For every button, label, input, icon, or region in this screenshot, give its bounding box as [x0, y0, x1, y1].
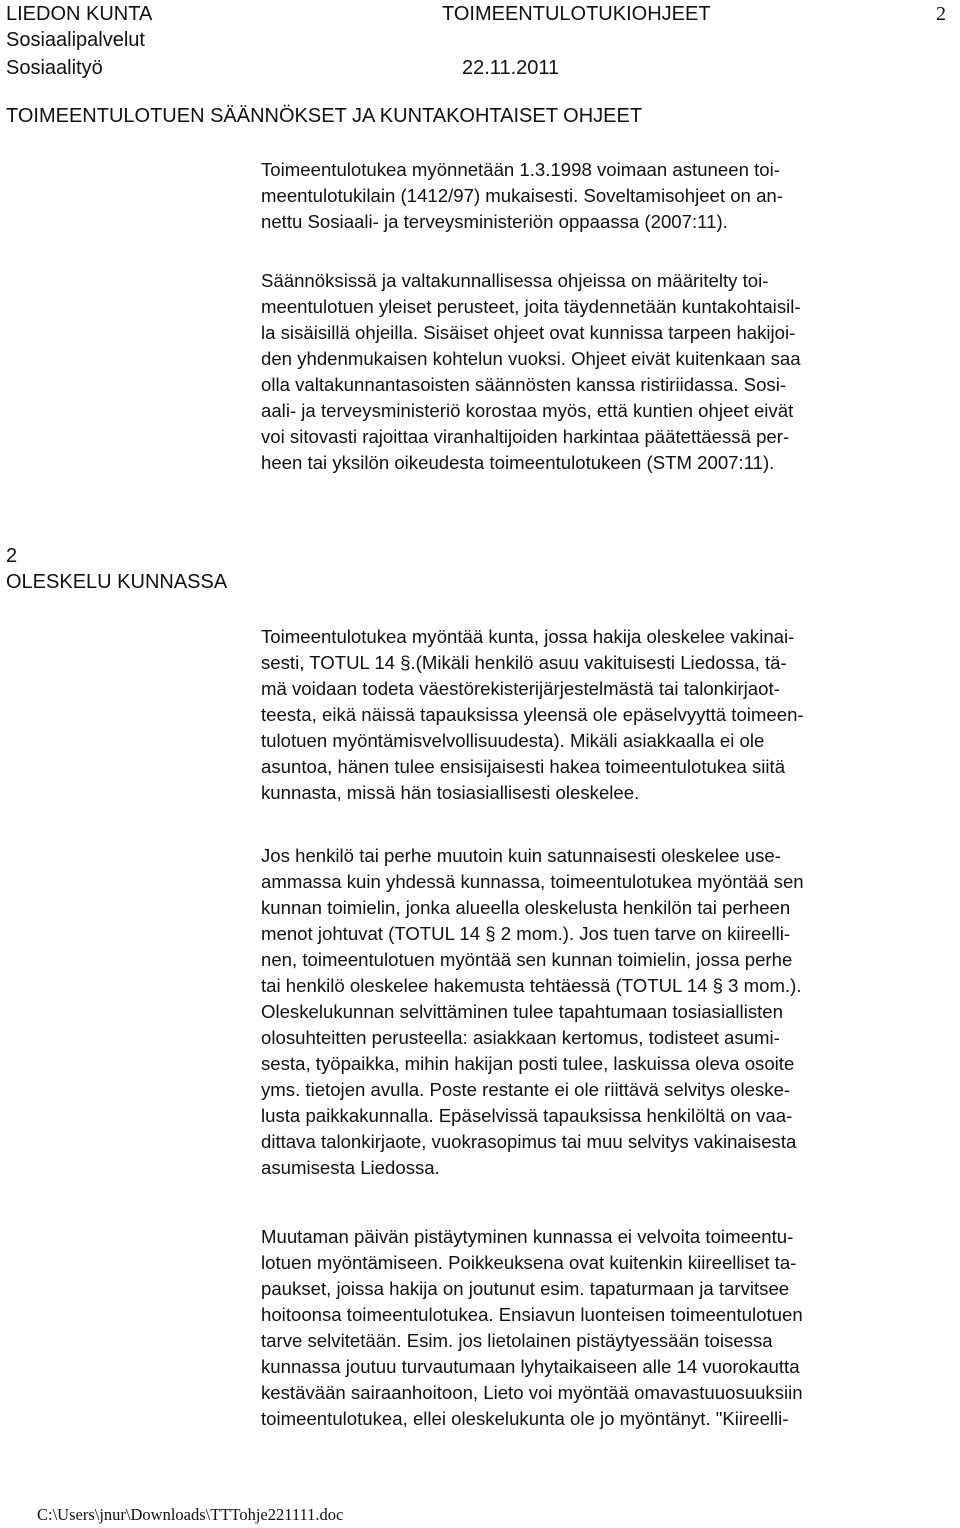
text-line: sesta, työpaikka, mihin hakijan posti tulee, laskuissa oleva osoite: [261, 1053, 795, 1074]
page-number: 2: [936, 3, 946, 25]
text-line: olosuhteitten perusteella: asiakkaan kertomus, todisteet asumi-: [261, 1027, 780, 1048]
text-line: kestävään sairaanhoitoon, Lieto voi myöntää omavastuuosuuksiin: [261, 1382, 803, 1403]
text-line: ammassa kuin yhdessä kunnassa, toimeentulotukea myöntää sen: [261, 871, 804, 892]
text-line: tai henkilö oleskelee hakemusta tehtäessä (TOTUL 14 § 3 mom.).: [261, 975, 802, 996]
text-line: Oleskelukunnan selvittäminen tulee tapahtumaan tosiasiallisten: [261, 1001, 783, 1022]
text-line: Muutaman päivän pistäytyminen kunnassa ei velvoita toimeentu-: [261, 1226, 794, 1247]
text-line: tarve selvitetään. Esim. jos lietolainen pistäytyessään toisessa: [261, 1330, 773, 1351]
section-paragraph-1: [261, 624, 954, 806]
text-line: den yhdenmukaisen kohtelun vuoksi. Ohjeet eivät kuitenkaan saa: [261, 348, 801, 369]
text-line: lotuen myöntämiseen. Poikkeuksena ovat kuitenkin kiireelliset ta-: [261, 1252, 797, 1273]
intro-paragraph-1: [261, 157, 954, 235]
section-number: 2: [6, 545, 18, 567]
header-org: LIEDON KUNTA: [6, 3, 153, 25]
text-line: meentulotukilain (1412/97) mukaisesti. Soveltamisohjeet on an-: [261, 185, 783, 206]
footer-file-path: C:\Users\jnur\Downloads\TTTohje221111.doc: [37, 1505, 344, 1524]
section-paragraph-2: [261, 843, 954, 1181]
header-doc-title: TOIMEENTULOTUKIOHJEET: [442, 3, 711, 25]
text-line: Toimeentulotukea myöntää kunta, jossa hakija oleskelee vakinai-: [261, 626, 795, 647]
text-line: asuntoa, hänen tulee ensisijaisesti hakea toimeentulotukea siitä: [261, 756, 786, 777]
text-line: yms. tietojen avulla. Poste restante ei ole riittävä selvitys oleske-: [261, 1079, 791, 1100]
text-line: nettu Sosiaali- ja terveysministeriön oppaassa (2007:11).: [261, 211, 728, 232]
text-line: toimeentulotukea, ellei oleskelukunta ole jo myöntänyt. "Kiireelli-: [261, 1408, 789, 1429]
text-line: sesti, TOTUL 14 §.(Mikäli henkilö asuu vakituisesti Liedossa, tä-: [261, 652, 787, 673]
text-line: Säännöksissä ja valtakunnallisessa ohjeissa on määritelty toi-: [261, 270, 769, 291]
text-line: Toimeentulotukea myönnetään 1.3.1998 voimaan astuneen toi-: [261, 159, 780, 180]
text-line: lusta paikkakunnalla. Epäselvissä tapauksissa henkilöltä on vaa-: [261, 1105, 793, 1126]
header-date: 22.11.2011: [462, 57, 560, 79]
text-line: menot johtuvat (TOTUL 14 § 2 mom.). Jos tuen tarve on kiireelli-: [261, 923, 791, 944]
text-line: asumisesta Liedossa.: [261, 1157, 440, 1178]
text-line: paukset, joissa hakija on joutunut esim. tapaturmaan ja tarvitsee: [261, 1278, 790, 1299]
text-line: aali- ja terveysministeriö korostaa myös, että kuntien ohjeet eivät: [261, 400, 794, 421]
section-paragraph-3: [261, 1224, 954, 1432]
header-department: Sosiaalipalvelut: [6, 29, 145, 51]
text-line: voi sitovasti rajoittaa viranhaltijoiden harkintaa päätettäessä per-: [261, 426, 790, 447]
text-line: hoitoonsa toimeentulotukea. Ensiavun luonteisen toimeentulotuen: [261, 1304, 803, 1325]
text-line: tulotuen myöntämisvelvollisuudesta). Mikäli asiakkaalla ei ole: [261, 730, 765, 751]
intro-paragraph-2: [261, 268, 954, 476]
text-line: Jos henkilö tai perhe muutoin kuin satunnaisesti oleskelee use-: [261, 845, 781, 866]
text-line: mä voidaan todeta väestörekisterijärjestelmästä tai talonkirjaot-: [261, 678, 780, 699]
text-line: la sisäisillä ohjeilla. Sisäiset ohjeet ovat kunnissa tarpeen hakijoi-: [261, 322, 796, 343]
text-line: meentulotuen yleiset perusteet, joita täydennetään kuntakohtaisil-: [261, 296, 801, 317]
text-line: kunnasta, missä hän tosiasiallisesti oleskelee.: [261, 782, 640, 803]
main-title: TOIMEENTULOTUEN SÄÄNNÖKSET JA KUNTAKOHTAISET OHJEET: [6, 105, 643, 127]
text-line: teesta, eikä näissä tapauksissa yleensä ole epäselvyyttä toimeen-: [261, 704, 804, 725]
text-line: kunnan toimielin, jonka alueella oleskelusta henkilön tai perheen: [261, 897, 791, 918]
section-title: OLESKELU KUNNASSA: [6, 571, 228, 593]
text-line: heen tai yksilön oikeudesta toimeentulotukeen (STM 2007:11).: [261, 452, 775, 473]
text-line: kunnassa joutuu turvautumaan lyhytaikaiseen alle 14 vuorokautta: [261, 1356, 800, 1377]
text-line: nen, toimeentulotuen myöntää sen kunnan toimielin, jossa perhe: [261, 949, 793, 970]
text-line: dittava talonkirjaote, vuokrasopimus tai muu selvitys vakinaisesta: [261, 1131, 797, 1152]
header-unit: Sosiaalityö: [6, 57, 103, 79]
text-line: olla valtakunnantasoisten säännösten kanssa ristiriidassa. Sosi-: [261, 374, 787, 395]
